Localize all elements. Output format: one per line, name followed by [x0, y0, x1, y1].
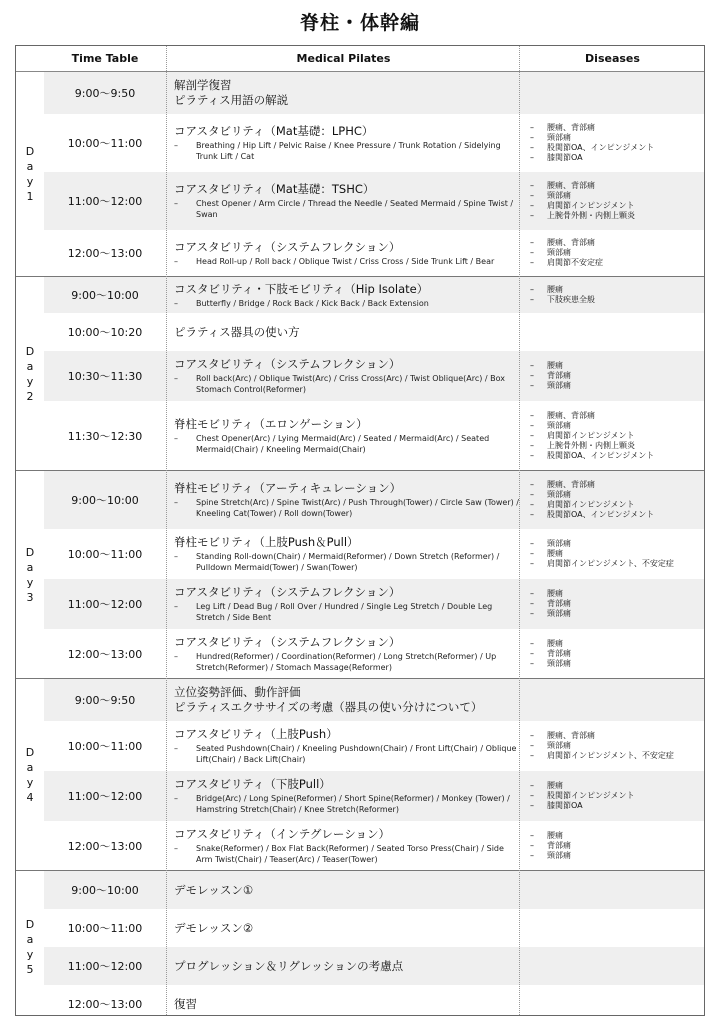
- disease-item: [530, 781, 704, 791]
- disease-text: 腰痛: [547, 361, 563, 370]
- disease-item: [530, 649, 704, 659]
- bullet-dash: –: [530, 431, 534, 440]
- disease-item: [530, 211, 704, 221]
- disease-text: 股関節OA、インピンジメント: [547, 451, 655, 460]
- disease-text: 腰痛、背部痛: [547, 411, 595, 420]
- exercise-list: [174, 433, 519, 455]
- disease-text: 頸部痛: [547, 741, 571, 750]
- session-content: [174, 871, 519, 909]
- bullet-dash: –: [530, 143, 534, 152]
- header-medical-pilates: Medical Pilates: [296, 52, 391, 65]
- schedule-row: [44, 471, 704, 529]
- time-slot: 12:00〜13:00: [67, 648, 143, 661]
- time-slot: 11:00〜12:00: [67, 960, 143, 973]
- bullet-dash: –: [530, 649, 534, 658]
- disease-text: 肩関節インピンジメント: [547, 500, 635, 509]
- schedule-row: [44, 529, 704, 579]
- diseases-list: [530, 679, 704, 721]
- session-content: [174, 909, 519, 947]
- schedule-row: [44, 172, 704, 230]
- session-title: コアスタビリティ（システムフレクション）: [174, 635, 401, 649]
- exercise-list: [174, 298, 519, 309]
- disease-item: [530, 841, 704, 851]
- session-content: [174, 771, 519, 821]
- session-title: ピラティス用語の解説: [174, 93, 289, 107]
- session-content: [174, 679, 519, 721]
- column-divider: [519, 46, 520, 1015]
- exercise-list: [174, 743, 519, 765]
- time-slot: 11:00〜12:00: [67, 790, 143, 803]
- disease-text: 背部痛: [547, 599, 571, 608]
- diseases-list: [530, 72, 704, 114]
- time-slot: 12:00〜13:00: [67, 840, 143, 853]
- schedule-row: [44, 821, 704, 871]
- schedule-row: [44, 721, 704, 771]
- disease-item: [530, 143, 704, 153]
- bullet-dash: –: [530, 831, 534, 840]
- diseases-list: [530, 114, 704, 172]
- disease-item: [530, 421, 704, 431]
- session-content: [174, 985, 519, 1016]
- session-content: [174, 351, 519, 401]
- session-title: ピラティスエクササイズの考慮（器具の使い分けについて）: [174, 700, 483, 714]
- disease-item: [530, 441, 704, 451]
- disease-item: [530, 791, 704, 801]
- exercise-list: [174, 497, 519, 519]
- disease-item: [530, 201, 704, 211]
- disease-item: [530, 751, 704, 761]
- session-content: [174, 72, 519, 114]
- disease-text: 頸部痛: [547, 133, 571, 142]
- exercise-list-text: Seated Pushdown(Chair) / Kneeling Pushdown(Chair) / Front Lift(Chair) / Oblique Lift(Chair) / Back Lift(Chair): [196, 744, 517, 764]
- disease-item: [530, 731, 704, 741]
- bullet-dash: –: [530, 731, 534, 740]
- session-title: コアスタビリティ（インテグレーション）: [174, 827, 390, 841]
- disease-text: 腰痛: [547, 589, 563, 598]
- disease-text: 頸部痛: [547, 659, 571, 668]
- diseases-list: [530, 529, 704, 579]
- time-slot: 11:30〜12:30: [67, 430, 143, 443]
- bullet-dash: –: [530, 361, 534, 370]
- exercise-list-text: Spine Stretch(Arc) / Spine Twist(Arc) / Push Through(Tower) / Circle Saw (Tower) / Kneeling Cat(Tower) / Roll down(Tower): [196, 498, 519, 518]
- exercise-list-text: Breathing / Hip Lift / Pelvic Raise / Knee Pressure / Trunk Rotation / Sidelying Trunk Lift / Cat: [196, 141, 501, 161]
- exercise-list: [174, 198, 519, 220]
- bullet-dash: –: [530, 841, 534, 850]
- day-label: [16, 871, 44, 1016]
- disease-item: [530, 741, 704, 751]
- bullet-dash: –: [174, 374, 178, 383]
- time-slot: 10:00〜10:20: [67, 326, 143, 339]
- disease-text: 腰痛: [547, 285, 563, 294]
- bullet-dash: –: [530, 781, 534, 790]
- disease-item: [530, 258, 704, 268]
- diseases-list: [530, 313, 704, 351]
- diseases-list: [530, 871, 704, 909]
- disease-text: 肩関節インピンジメント、不安定症: [547, 559, 674, 568]
- disease-item: [530, 238, 704, 248]
- bullet-dash: –: [174, 298, 178, 308]
- header-diseases: Diseases: [585, 52, 640, 65]
- disease-item: [530, 133, 704, 143]
- schedule-row: [44, 230, 704, 276]
- time-slot: 11:00〜12:00: [67, 598, 143, 611]
- disease-text: 腰痛: [547, 639, 563, 648]
- disease-item: [530, 123, 704, 133]
- disease-item: [530, 411, 704, 421]
- disease-text: 膝関節OA: [547, 153, 583, 162]
- bullet-dash: –: [530, 295, 534, 304]
- diseases-list: [530, 771, 704, 821]
- schedule-table: [15, 45, 705, 1016]
- bullet-dash: –: [530, 741, 534, 750]
- diseases-list: [530, 351, 704, 401]
- day-label-text: Day1: [25, 145, 35, 203]
- disease-text: 股関節インピンジメント: [547, 791, 635, 800]
- disease-text: 股関節OA、インピンジメント: [547, 143, 655, 152]
- session-title: 脊柱モビリティ（上肢Push＆Pull）: [174, 535, 359, 549]
- diseases-list: [530, 579, 704, 629]
- session-title: コアスタビリティ（Mat基礎：LPHC）: [174, 124, 374, 138]
- diseases-list: [530, 401, 704, 471]
- exercise-list: [174, 793, 519, 815]
- exercise-list: [174, 601, 519, 623]
- day-label: [16, 72, 44, 276]
- session-title: コスタビリティ・下肢モビリティ（Hip Isolate）: [174, 281, 429, 296]
- exercise-list-text: Leg Lift / Dead Bug / Roll Over / Hundred / Single Leg Stretch / Double Leg Stretch / Side Bent: [196, 602, 493, 622]
- disease-item: [530, 549, 704, 559]
- day-block: [16, 72, 704, 276]
- session-title: コアスタビリティ（システムフレクション）: [174, 357, 401, 371]
- disease-item: [530, 801, 704, 811]
- session-title: コアスタビリティ（システムフレクション）: [174, 585, 401, 599]
- schedule-row: [44, 72, 704, 114]
- disease-text: 頸部痛: [547, 421, 571, 430]
- disease-item: [530, 490, 704, 500]
- disease-item: [530, 659, 704, 669]
- table-header: [16, 46, 704, 72]
- day-block: [16, 470, 704, 678]
- session-title: ピラティス器具の使い方: [174, 324, 300, 339]
- session-content: [174, 629, 519, 679]
- exercise-list-text: Butterfly / Bridge / Rock Back / Kick Back / Back Extension: [196, 298, 429, 308]
- disease-item: [530, 639, 704, 649]
- bullet-dash: –: [530, 238, 534, 247]
- exercise-list: [174, 843, 519, 865]
- disease-text: 頸部痛: [547, 539, 571, 548]
- bullet-dash: –: [530, 153, 534, 162]
- disease-text: 肩関節不安定症: [547, 258, 603, 267]
- bullet-dash: –: [530, 421, 534, 430]
- bullet-dash: –: [530, 599, 534, 608]
- diseases-list: [530, 230, 704, 276]
- disease-item: [530, 599, 704, 609]
- session-content: [174, 172, 519, 230]
- session-title: プログレッション＆リグレッションの考慮点: [174, 958, 404, 973]
- disease-item: [530, 480, 704, 490]
- exercise-list-text: Snake(Reformer) / Box Flat Back(Reformer) / Seated Torso Press(Chair) / Side Arm Twist(Chair) / Teaser(Arc) / Teaser(Tower): [196, 844, 504, 864]
- exercise-list-text: Bridge(Arc) / Long Spine(Reformer) / Short Spine(Reformer) / Monkey (Tower) / Hamstring Stretch(Chair) / Knee Stretch(Reformer): [196, 794, 510, 814]
- exercise-list-text: Chest Opener(Arc) / Lying Mermaid(Arc) / Seated / Mermaid(Arc) / Seated Mermaid(Chair) / Kneeling Mermaid(Chair): [196, 434, 490, 454]
- disease-item: [530, 851, 704, 861]
- bullet-dash: –: [530, 851, 534, 860]
- disease-item: [530, 589, 704, 599]
- session-title: 立位姿勢評価、動作評価: [174, 685, 301, 699]
- time-slot: 10:00〜11:00: [67, 922, 143, 935]
- bullet-dash: –: [174, 498, 178, 507]
- schedule-row: [44, 401, 704, 471]
- column-divider: [166, 46, 167, 1015]
- disease-text: 背部痛: [547, 649, 571, 658]
- bullet-dash: –: [530, 639, 534, 648]
- session-title: コアスタビリティ（下肢Pull）: [174, 777, 331, 791]
- session-title: 脊柱モビリティ（エロンゲーション）: [174, 417, 368, 431]
- disease-item: [530, 191, 704, 201]
- exercise-list: [174, 140, 519, 162]
- schedule-row: [44, 985, 704, 1016]
- disease-item: [530, 831, 704, 841]
- disease-item: [530, 295, 704, 305]
- bullet-dash: –: [530, 285, 534, 294]
- exercise-list-text: Chest Opener / Arm Circle / Thread the Needle / Seated Mermaid / Spine Twist / Swan: [196, 199, 514, 219]
- disease-item: [530, 181, 704, 191]
- exercise-list: [174, 373, 519, 395]
- disease-text: 腰痛: [547, 831, 563, 840]
- schedule-row: [44, 277, 704, 313]
- diseases-list: [530, 629, 704, 679]
- session-content: [174, 721, 519, 771]
- session-content: [174, 401, 519, 471]
- session-content: [174, 277, 519, 313]
- disease-text: 背部痛: [547, 371, 571, 380]
- schedule-row: [44, 947, 704, 985]
- diseases-list: [530, 821, 704, 871]
- schedule-row: [44, 871, 704, 909]
- bullet-dash: –: [174, 794, 178, 803]
- bullet-dash: –: [530, 451, 534, 460]
- disease-item: [530, 451, 704, 461]
- disease-text: 頸部痛: [547, 191, 571, 200]
- session-title: 脊柱モビリティ（アーティキュレーション）: [174, 481, 402, 495]
- session-title: コアスタビリティ（上肢Push）: [174, 727, 338, 741]
- time-slot: 9:00〜10:00: [71, 289, 139, 302]
- bullet-dash: –: [530, 490, 534, 499]
- disease-item: [530, 559, 704, 569]
- disease-item: [530, 510, 704, 520]
- bullet-dash: –: [530, 539, 534, 548]
- disease-text: 頸部痛: [547, 490, 571, 499]
- time-slot: 9:00〜9:50: [74, 694, 136, 707]
- exercise-list-text: Roll back(Arc) / Oblique Twist(Arc) / Criss Cross(Arc) / Twist Oblique(Arc) / Box Stomach Control(Reformer): [196, 374, 506, 394]
- time-slot: 9:00〜10:00: [71, 884, 139, 897]
- session-title: 解剖学復習: [174, 78, 232, 92]
- bullet-dash: –: [530, 480, 534, 489]
- exercise-list: [174, 551, 519, 573]
- bullet-dash: –: [530, 371, 534, 380]
- bullet-dash: –: [530, 181, 534, 190]
- day-label: [16, 277, 44, 470]
- session-content: [174, 230, 519, 276]
- bullet-dash: –: [530, 801, 534, 810]
- bullet-dash: –: [530, 123, 534, 132]
- session-title: コアスタビリティ（Mat基礎：TSHC）: [174, 182, 375, 196]
- bullet-dash: –: [174, 552, 178, 561]
- schedule-row: [44, 629, 704, 679]
- disease-text: 上腕骨外側・内側上顆炎: [547, 441, 635, 450]
- bullet-dash: –: [530, 589, 534, 598]
- disease-text: 頸部痛: [547, 248, 571, 257]
- disease-text: 頸部痛: [547, 609, 571, 618]
- diseases-list: [530, 277, 704, 313]
- schedule-row: [44, 579, 704, 629]
- disease-text: 腰痛、背部痛: [547, 123, 595, 132]
- bullet-dash: –: [174, 744, 178, 753]
- bullet-dash: –: [174, 199, 178, 208]
- session-content: [174, 313, 519, 351]
- disease-item: [530, 381, 704, 391]
- session-content: [174, 114, 519, 172]
- session-content: [174, 471, 519, 529]
- disease-item: [530, 371, 704, 381]
- day-label: [16, 471, 44, 678]
- time-slot: 10:00〜11:00: [67, 548, 143, 561]
- bullet-dash: –: [174, 602, 178, 611]
- diseases-list: [530, 721, 704, 771]
- diseases-list: [530, 947, 704, 985]
- time-slot: 12:00〜13:00: [67, 247, 143, 260]
- disease-text: 腰痛、背部痛: [547, 238, 595, 247]
- session-title: デモレッスン②: [174, 920, 254, 935]
- disease-item: [530, 539, 704, 549]
- bullet-dash: –: [530, 191, 534, 200]
- time-slot: 10:00〜11:00: [67, 740, 143, 753]
- session-content: [174, 821, 519, 871]
- disease-item: [530, 248, 704, 258]
- header-time-table: Time Table: [71, 52, 139, 65]
- bullet-dash: –: [530, 258, 534, 267]
- disease-text: 頸部痛: [547, 851, 571, 860]
- disease-text: 下肢疾患全般: [547, 295, 595, 304]
- time-slot: 11:00〜12:00: [67, 195, 143, 208]
- day-label-text: Day2: [25, 344, 35, 403]
- disease-text: 膝関節OA: [547, 801, 583, 810]
- exercise-list-text: Head Roll-up / Roll back / Oblique Twist / Criss Cross / Side Trunk Lift / Bear: [196, 256, 495, 266]
- session-title: コアスタビリティ（システムフレクション）: [174, 239, 401, 254]
- day-block: [16, 870, 704, 1016]
- day-block: [16, 678, 704, 870]
- diseases-list: [530, 471, 704, 529]
- disease-item: [530, 431, 704, 441]
- diseases-list: [530, 172, 704, 230]
- disease-text: 腰痛: [547, 781, 563, 790]
- time-slot: 9:00〜10:00: [71, 494, 139, 507]
- bullet-dash: –: [530, 441, 534, 450]
- disease-item: [530, 609, 704, 619]
- bullet-dash: –: [530, 248, 534, 257]
- session-content: [174, 947, 519, 985]
- bullet-dash: –: [530, 381, 534, 390]
- bullet-dash: –: [530, 211, 534, 220]
- page-title: 脊柱・体幹編: [299, 12, 420, 34]
- disease-item: [530, 500, 704, 510]
- bullet-dash: –: [530, 133, 534, 142]
- session-content: [174, 579, 519, 629]
- bullet-dash: –: [530, 500, 534, 509]
- disease-item: [530, 153, 704, 163]
- bullet-dash: –: [174, 256, 178, 266]
- schedule-row: [44, 114, 704, 172]
- day-label: [16, 679, 44, 870]
- bullet-dash: –: [530, 609, 534, 618]
- bullet-dash: –: [174, 141, 178, 150]
- disease-text: 背部痛: [547, 841, 571, 850]
- bullet-dash: –: [530, 791, 534, 800]
- day-label-text: Day5: [25, 917, 35, 976]
- exercise-list-text: Standing Roll-down(Chair) / Mermaid(Reformer) / Down Stretch (Reformer) / Pulldown Mermaid(Tower) / Swan(Tower): [196, 552, 500, 572]
- exercise-list: [174, 651, 519, 673]
- day-label-text: Day3: [25, 545, 35, 604]
- disease-text: 股関節OA、インピンジメント: [547, 510, 655, 519]
- schedule-row: [44, 909, 704, 947]
- session-content: [174, 529, 519, 579]
- disease-item: [530, 361, 704, 371]
- schedule-row: [44, 351, 704, 401]
- time-slot: 10:30〜11:30: [67, 370, 143, 383]
- bullet-dash: –: [530, 411, 534, 420]
- day-block: [16, 276, 704, 470]
- disease-text: 腰痛、背部痛: [547, 731, 595, 740]
- session-title: デモレッスン①: [174, 882, 254, 897]
- time-slot: 10:00〜11:00: [67, 137, 143, 150]
- bullet-dash: –: [530, 510, 534, 519]
- disease-text: 頸部痛: [547, 381, 571, 390]
- time-slot: 12:00〜13:00: [67, 998, 143, 1011]
- disease-text: 腰痛: [547, 549, 563, 558]
- bullet-dash: –: [530, 201, 534, 210]
- schedule-row: [44, 771, 704, 821]
- bullet-dash: –: [174, 844, 178, 853]
- diseases-list: [530, 985, 704, 1016]
- disease-text: 肩関節インピンジメント、不安定症: [547, 751, 674, 760]
- time-slot: 9:00〜9:50: [74, 87, 136, 100]
- diseases-list: [530, 909, 704, 947]
- session-title: 復習: [174, 996, 197, 1011]
- disease-text: 上腕骨外側・内側上顆炎: [547, 211, 635, 220]
- bullet-dash: –: [174, 434, 178, 443]
- disease-text: 肩関節インピンジメント: [547, 431, 635, 440]
- bullet-dash: –: [174, 652, 178, 661]
- bullet-dash: –: [530, 549, 534, 558]
- disease-text: 腰痛、背部痛: [547, 181, 595, 190]
- exercise-list-text: Hundred(Reformer) / Coordination(Reformer) / Long Stretch(Reformer) / Up Stretch(Reformer) / Stomach Massage(Reformer): [196, 652, 497, 672]
- exercise-list: [174, 256, 519, 267]
- disease-text: 腰痛、背部痛: [547, 480, 595, 489]
- schedule-row: [44, 313, 704, 351]
- disease-item: [530, 285, 704, 295]
- bullet-dash: –: [530, 659, 534, 668]
- disease-text: 肩関節インピンジメント: [547, 201, 635, 210]
- schedule-row: [44, 679, 704, 721]
- bullet-dash: –: [530, 559, 534, 568]
- day-label-text: Day4: [25, 745, 35, 804]
- bullet-dash: –: [530, 751, 534, 760]
